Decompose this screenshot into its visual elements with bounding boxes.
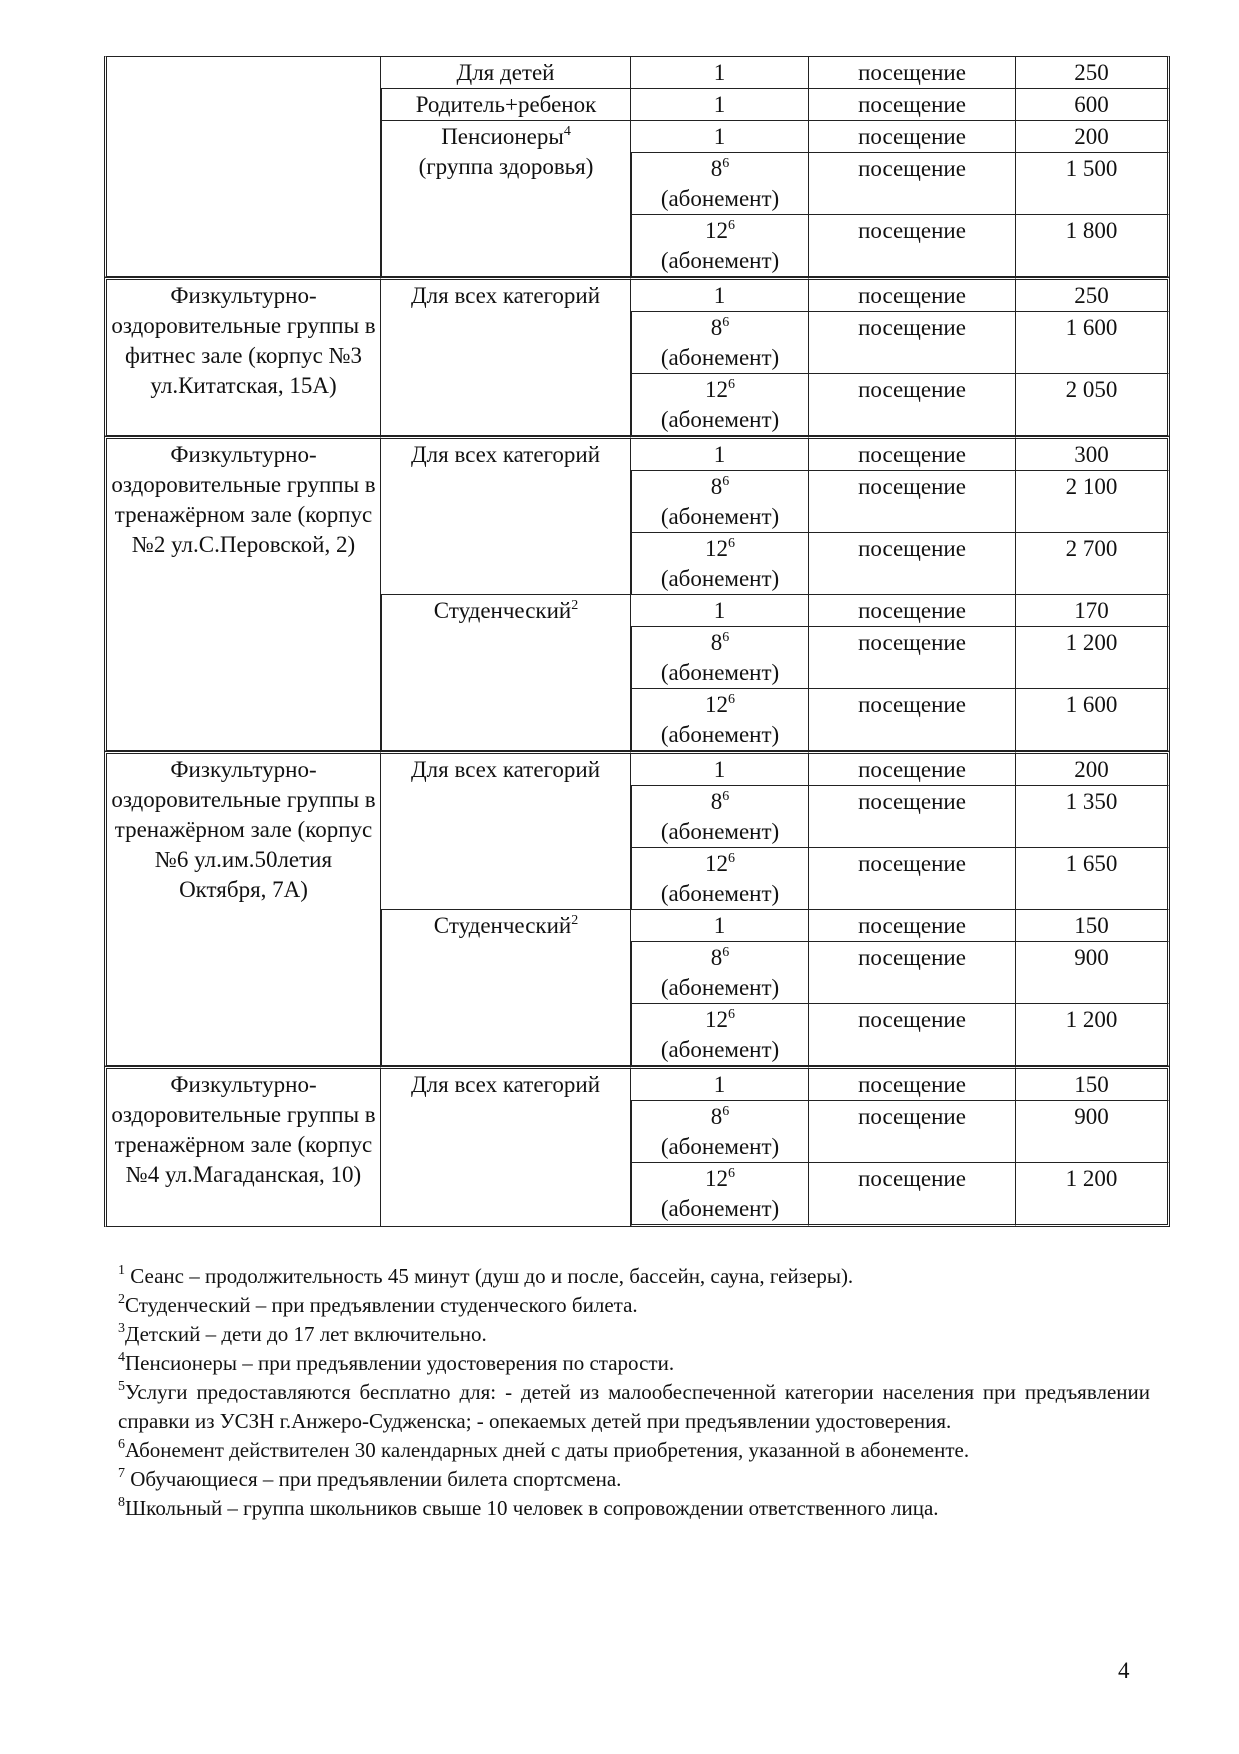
unit-cell (809, 56, 1016, 89)
unit-label: посещение (858, 283, 966, 308)
price-cell (1016, 471, 1170, 533)
category-note: (группа здоровья) (418, 154, 594, 179)
qty-value: 1 (713, 598, 726, 623)
footnote-text: Абонемент действителен 30 календарных дней с даты приобретения, указанной в абонементе. (125, 1438, 970, 1462)
subscription-label: (абонемент) (660, 1196, 780, 1221)
qty-value: 12 (705, 1007, 728, 1032)
unit-label: посещение (858, 377, 966, 402)
qty-cell (631, 215, 809, 277)
footnote-mark: 3 (118, 1321, 125, 1336)
service-name: Физкультурно-оздоровительные группы в тренажёрном зале (корпус №2 ул.С.Перовской, 2) (111, 442, 376, 557)
service-name-cell (104, 751, 381, 1066)
category-label: Студенческий (433, 598, 572, 623)
price-cell (1016, 751, 1170, 786)
unit-cell (809, 277, 1016, 312)
qty-cell (631, 848, 809, 910)
qty-value: 12 (705, 377, 728, 402)
qty-value: 8 (710, 1104, 723, 1129)
qty-value: 1 (713, 757, 726, 782)
price-value: 250 (1074, 60, 1109, 85)
category-label: Для всех категорий (410, 283, 601, 308)
footnote-ref: 6 (728, 1166, 735, 1181)
footnote-mark: 2 (118, 1292, 125, 1307)
qty-cell (631, 627, 809, 689)
price-value: 2 700 (1065, 536, 1118, 561)
footnote-text: Детский – дети до 17 лет включительно. (125, 1322, 487, 1346)
unit-label: посещение (858, 913, 966, 938)
footnote-ref: 6 (728, 218, 735, 233)
qty-cell (631, 786, 809, 848)
qty-value: 8 (710, 474, 723, 499)
price-cell (1016, 689, 1170, 751)
unit-cell (809, 786, 1016, 848)
subscription-label: (абонемент) (660, 248, 780, 273)
unit-cell (809, 627, 1016, 689)
footnote-ref: 6 (728, 851, 735, 866)
table-row (104, 1066, 1170, 1101)
footnote-text: Школьный – группа школьников свыше 10 человек в сопровождении ответственного лица. (125, 1496, 939, 1520)
unit-cell (809, 751, 1016, 786)
subscription-label: (абонемент) (660, 819, 780, 844)
qty-cell (631, 121, 809, 153)
footnote-ref: 6 (722, 156, 730, 171)
qty-value: 1 (713, 913, 726, 938)
subscription-label: (абонемент) (660, 975, 780, 1000)
subscription-label: (абонемент) (660, 504, 780, 529)
price-value: 1 800 (1065, 218, 1118, 243)
service-name-cell (104, 436, 381, 751)
footnote-ref: 6 (722, 630, 730, 645)
unit-label: посещение (858, 536, 966, 561)
price-cell (1016, 627, 1170, 689)
footnote (118, 1465, 1150, 1494)
price-value: 300 (1074, 442, 1109, 467)
price-cell (1016, 121, 1170, 153)
price-value: 200 (1074, 757, 1109, 782)
category-cell (381, 89, 631, 121)
footnote-mark: 6 (118, 1437, 125, 1452)
subscription-label: (абонемент) (660, 345, 780, 370)
price-cell (1016, 1163, 1170, 1227)
qty-cell (631, 374, 809, 436)
price-table (104, 56, 1170, 1227)
price-cell (1016, 436, 1170, 471)
qty-value: 12 (705, 1166, 728, 1191)
qty-value: 12 (705, 218, 728, 243)
footnote-mark: 7 (118, 1466, 125, 1481)
price-value: 2 050 (1065, 377, 1118, 402)
footnote-ref: 6 (722, 789, 730, 804)
category-cell (381, 910, 631, 1066)
service-name-cell (104, 1066, 381, 1227)
price-cell (1016, 215, 1170, 277)
category-cell (381, 56, 631, 89)
footnote-ref: 6 (722, 315, 730, 330)
price-value: 900 (1074, 1104, 1109, 1129)
footnote-ref: 6 (728, 1007, 735, 1022)
category-label: Пенсионеры (441, 124, 564, 149)
unit-label: посещение (858, 218, 966, 243)
unit-label: посещение (858, 789, 966, 814)
unit-cell (809, 1163, 1016, 1227)
price-cell (1016, 312, 1170, 374)
footnote-ref: 6 (722, 945, 730, 960)
qty-value: 1 (713, 124, 726, 149)
footnote (118, 1262, 1150, 1291)
qty-cell (631, 277, 809, 312)
unit-label: посещение (858, 1072, 966, 1097)
price-cell (1016, 153, 1170, 215)
qty-cell (631, 942, 809, 1004)
price-value: 170 (1074, 598, 1109, 623)
price-cell (1016, 277, 1170, 312)
footnote (118, 1291, 1150, 1320)
table-row (104, 277, 1170, 312)
subscription-label: (абонемент) (660, 1134, 780, 1159)
qty-cell (631, 1066, 809, 1101)
price-value: 1 200 (1065, 630, 1118, 655)
price-cell (1016, 595, 1170, 627)
service-name-cell (104, 277, 381, 436)
qty-cell (631, 153, 809, 215)
qty-cell (631, 436, 809, 471)
unit-cell (809, 471, 1016, 533)
footnote-mark: 1 (118, 1263, 125, 1278)
qty-cell (631, 312, 809, 374)
unit-cell (809, 848, 1016, 910)
footnote-mark: 4 (118, 1350, 125, 1365)
unit-label: посещение (858, 156, 966, 181)
qty-cell (631, 1163, 809, 1227)
qty-value: 12 (705, 692, 728, 717)
qty-value: 1 (713, 442, 726, 467)
price-value: 1 500 (1065, 156, 1118, 181)
qty-cell (631, 595, 809, 627)
unit-label: посещение (858, 692, 966, 717)
price-value: 1 650 (1065, 851, 1118, 876)
qty-value: 1 (713, 60, 726, 85)
unit-label: посещение (858, 60, 966, 85)
price-value: 2 100 (1065, 474, 1118, 499)
table-row (104, 751, 1170, 786)
price-value: 900 (1074, 945, 1109, 970)
unit-label: посещение (858, 315, 966, 340)
category-cell (381, 436, 631, 595)
category-cell (381, 277, 631, 436)
qty-cell (631, 89, 809, 121)
subscription-label: (абонемент) (660, 722, 780, 747)
service-name: Физкультурно-оздоровительные группы в фитнес зале (корпус №3 ул.Китатская, 15А) (111, 283, 376, 398)
qty-value: 12 (705, 536, 728, 561)
footnote-text: Пенсионеры – при предъявлении удостоверения по старости. (125, 1351, 675, 1375)
price-cell (1016, 848, 1170, 910)
unit-cell (809, 910, 1016, 942)
unit-cell (809, 153, 1016, 215)
table-row (104, 56, 1170, 89)
unit-cell (809, 436, 1016, 471)
footnote (118, 1320, 1150, 1349)
unit-label: посещение (858, 1007, 966, 1032)
footnote (118, 1349, 1150, 1378)
unit-cell (809, 689, 1016, 751)
unit-cell (809, 1066, 1016, 1101)
unit-label: посещение (858, 442, 966, 467)
category-cell (381, 1066, 631, 1227)
price-cell (1016, 374, 1170, 436)
subscription-label: (абонемент) (660, 660, 780, 685)
price-value: 250 (1074, 283, 1109, 308)
footnote-mark: 8 (118, 1495, 125, 1510)
footnote-ref: 6 (722, 1104, 730, 1119)
subscription-label: (абонемент) (660, 881, 780, 906)
footnote-ref: 2 (571, 598, 579, 613)
unit-label: посещение (858, 945, 966, 970)
category-label: Для всех категорий (410, 757, 601, 782)
price-cell (1016, 56, 1170, 89)
qty-value: 1 (713, 1072, 726, 1097)
price-cell (1016, 89, 1170, 121)
unit-label: посещение (858, 1104, 966, 1129)
qty-value: 8 (710, 630, 723, 655)
service-name: Физкультурно-оздоровительные группы в тренажёрном зале (корпус №4 ул.Магаданская, 10) (111, 1072, 376, 1187)
category-cell (381, 751, 631, 910)
category-label: Студенческий (433, 913, 572, 938)
footnote (118, 1436, 1150, 1465)
qty-cell (631, 533, 809, 595)
price-value: 150 (1074, 1072, 1109, 1097)
unit-cell (809, 1101, 1016, 1163)
qty-value: 12 (705, 851, 728, 876)
price-cell (1016, 1101, 1170, 1163)
qty-value: 1 (713, 283, 726, 308)
category-cell (381, 121, 631, 277)
price-value: 1 350 (1065, 789, 1118, 814)
unit-label: посещение (858, 1166, 966, 1191)
price-cell (1016, 942, 1170, 1004)
footnote-ref: 6 (728, 692, 735, 707)
price-value: 1 200 (1065, 1166, 1118, 1191)
footnote-ref: 6 (722, 474, 730, 489)
price-value: 200 (1074, 124, 1109, 149)
price-value: 1 600 (1065, 692, 1118, 717)
unit-cell (809, 942, 1016, 1004)
price-value: 1 200 (1065, 1007, 1118, 1032)
qty-value: 8 (710, 315, 723, 340)
price-cell (1016, 533, 1170, 595)
subscription-label: (абонемент) (660, 186, 780, 211)
unit-cell (809, 374, 1016, 436)
qty-value: 1 (713, 92, 726, 117)
qty-cell (631, 1004, 809, 1066)
footnote (118, 1378, 1150, 1436)
footnote-ref: 6 (728, 536, 735, 551)
footnote-text: Услуги предоставляются бесплатно для: - детей из малообеспеченной категории населения при предъявлении справки из УСЗН г.Анжеро-Судженска; - опекаемых детей при предъявлении удостоверения. (118, 1380, 1150, 1433)
price-value: 150 (1074, 913, 1109, 938)
unit-cell (809, 595, 1016, 627)
footnote-text: Сеанс – продолжительность 45 минут (душ до и после, бассейн, сауна, гейзеры). (125, 1264, 854, 1288)
qty-value: 8 (710, 789, 723, 814)
service-name-cell (104, 56, 381, 277)
unit-cell (809, 215, 1016, 277)
unit-cell (809, 312, 1016, 374)
category-label: Для детей (456, 60, 555, 85)
footnote-mark: 5 (118, 1379, 125, 1394)
price-value: 1 600 (1065, 315, 1118, 340)
footnote-text: Студенческий – при предъявлении студенческого билета. (125, 1293, 638, 1317)
price-cell (1016, 786, 1170, 848)
price-value: 600 (1074, 92, 1109, 117)
footnote-ref: 6 (728, 377, 735, 392)
service-name: Физкультурно-оздоровительные группы в тренажёрном зале (корпус №6 ул.им.50летия Октября, 7А) (111, 757, 376, 902)
qty-value: 8 (710, 945, 723, 970)
unit-label: посещение (858, 851, 966, 876)
unit-label: посещение (858, 92, 966, 117)
subscription-label: (абонемент) (660, 407, 780, 432)
qty-cell (631, 910, 809, 942)
qty-cell (631, 56, 809, 89)
qty-cell (631, 471, 809, 533)
price-cell (1016, 1066, 1170, 1101)
price-cell (1016, 1004, 1170, 1066)
unit-label: посещение (858, 630, 966, 655)
qty-value: 8 (710, 156, 723, 181)
footnotes (118, 1262, 1150, 1523)
subscription-label: (абонемент) (660, 1037, 780, 1062)
unit-cell (809, 121, 1016, 153)
category-cell (381, 595, 631, 751)
qty-cell (631, 751, 809, 786)
unit-cell (809, 89, 1016, 121)
qty-cell (631, 1101, 809, 1163)
unit-cell (809, 1004, 1016, 1066)
category-label: Родитель+ребенок (415, 92, 597, 117)
unit-label: посещение (858, 474, 966, 499)
price-cell (1016, 910, 1170, 942)
category-label: Для всех категорий (410, 1072, 601, 1097)
footnote-text: Обучающиеся – при предъявлении билета спортсмена. (125, 1467, 622, 1491)
subscription-label: (абонемент) (660, 566, 780, 591)
footnote (118, 1494, 1150, 1523)
unit-label: посещение (858, 598, 966, 623)
unit-label: посещение (858, 124, 966, 149)
footnote-ref: 4 (563, 124, 571, 139)
page-number: 4 (1118, 1658, 1130, 1683)
category-label: Для всех категорий (410, 442, 601, 467)
unit-label: посещение (858, 757, 966, 782)
table-row (104, 436, 1170, 471)
unit-cell (809, 533, 1016, 595)
footnote-ref: 2 (571, 913, 579, 928)
qty-cell (631, 689, 809, 751)
